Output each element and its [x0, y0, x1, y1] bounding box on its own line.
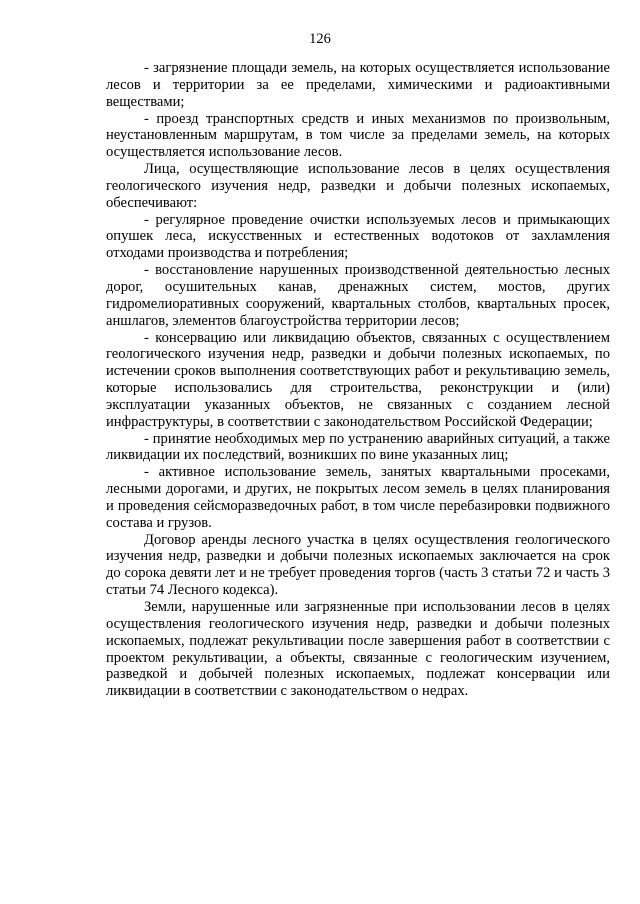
document-body: [106, 60, 610, 700]
paragraph-lease-agreement: Договор аренды лесного участка в целях осуществления геологического изучения недр, разведки и добычи полезных ископаемых заключается на срок до сорока девяти лет и не требует проведения торгов (часть 3 статьи 72 и часть 3 статьи 74 Лесного кодекса).: [106, 531, 610, 599]
paragraph-land-use-item: - активное использование земель, занятых квартальными просеками, лесными дорогами, и других, не покрытых лесом земель в целях планирования и проведения сейсморазведочных работ, в том числе перебазировки подвижного состава и грузов.: [106, 464, 610, 531]
paragraph-restoration-item: - восстановление нарушенных производственной деятельностью лесных дорог, осушительных канав, дренажных систем, мостов, других гидромелиоративных сооружений, квартальных столбов, квартальных просек, аншлагов, элементов благоустройства территории лесов;: [106, 262, 610, 329]
paragraph-recultivation: Земли, нарушенные или загрязненные при использовании лесов в целях осуществления геологического изучения недр, разведки и добычи полезных ископаемых, подлежат рекультивации после завершения работ в соответствии с проектом рекультивации, а объекты, связанные с геологическим изучением, разведкой и добычей полезных ископаемых, подлежат консервации или ликвидации в соответствии с законодательством о недрах.: [106, 599, 610, 700]
page-number: 126: [309, 31, 331, 47]
paragraph-pollution-item: - загрязнение площади земель, на которых осуществляется использование лесов и территории за ее пределами, химическими и радиоактивными веществами;: [106, 60, 610, 110]
paragraph-conservation-item: - консервацию или ликвидацию объектов, связанных с осуществлением геологического изучения недр, разведки и добычи полезных ископаемых, по истечении сроков выполнения соответствующих работ и рекультивацию земель, которые использовались для строительства, реконструкции и (или) эксплуатации указанных объектов, не связанных с созданием лесной инфраструктуры, в соответствии с законодательством Российской Федерации;: [106, 329, 610, 430]
paragraph-cleaning-item: - регулярное проведение очистки используемых лесов и примыкающих опушек леса, искусственных и естественных водотоков от захламления отходами производства и потребления;: [106, 211, 610, 262]
paragraph-obligations-intro: Лица, осуществляющие использование лесов в целях осуществления геологического изучения недр, разведки и добычи полезных ископаемых, обеспечивают:: [106, 161, 610, 211]
paragraph-vehicle-passage-item: - проезд транспортных средств и иных механизмов по произвольным, неустановленным маршрутам, в том числе за пределами земель, на которых осуществляется использование лесов.: [106, 110, 610, 161]
paragraph-emergency-item: - принятие необходимых мер по устранению аварийных ситуаций, а также ликвидации их последствий, возникших по вине указанных лиц;: [106, 430, 610, 464]
